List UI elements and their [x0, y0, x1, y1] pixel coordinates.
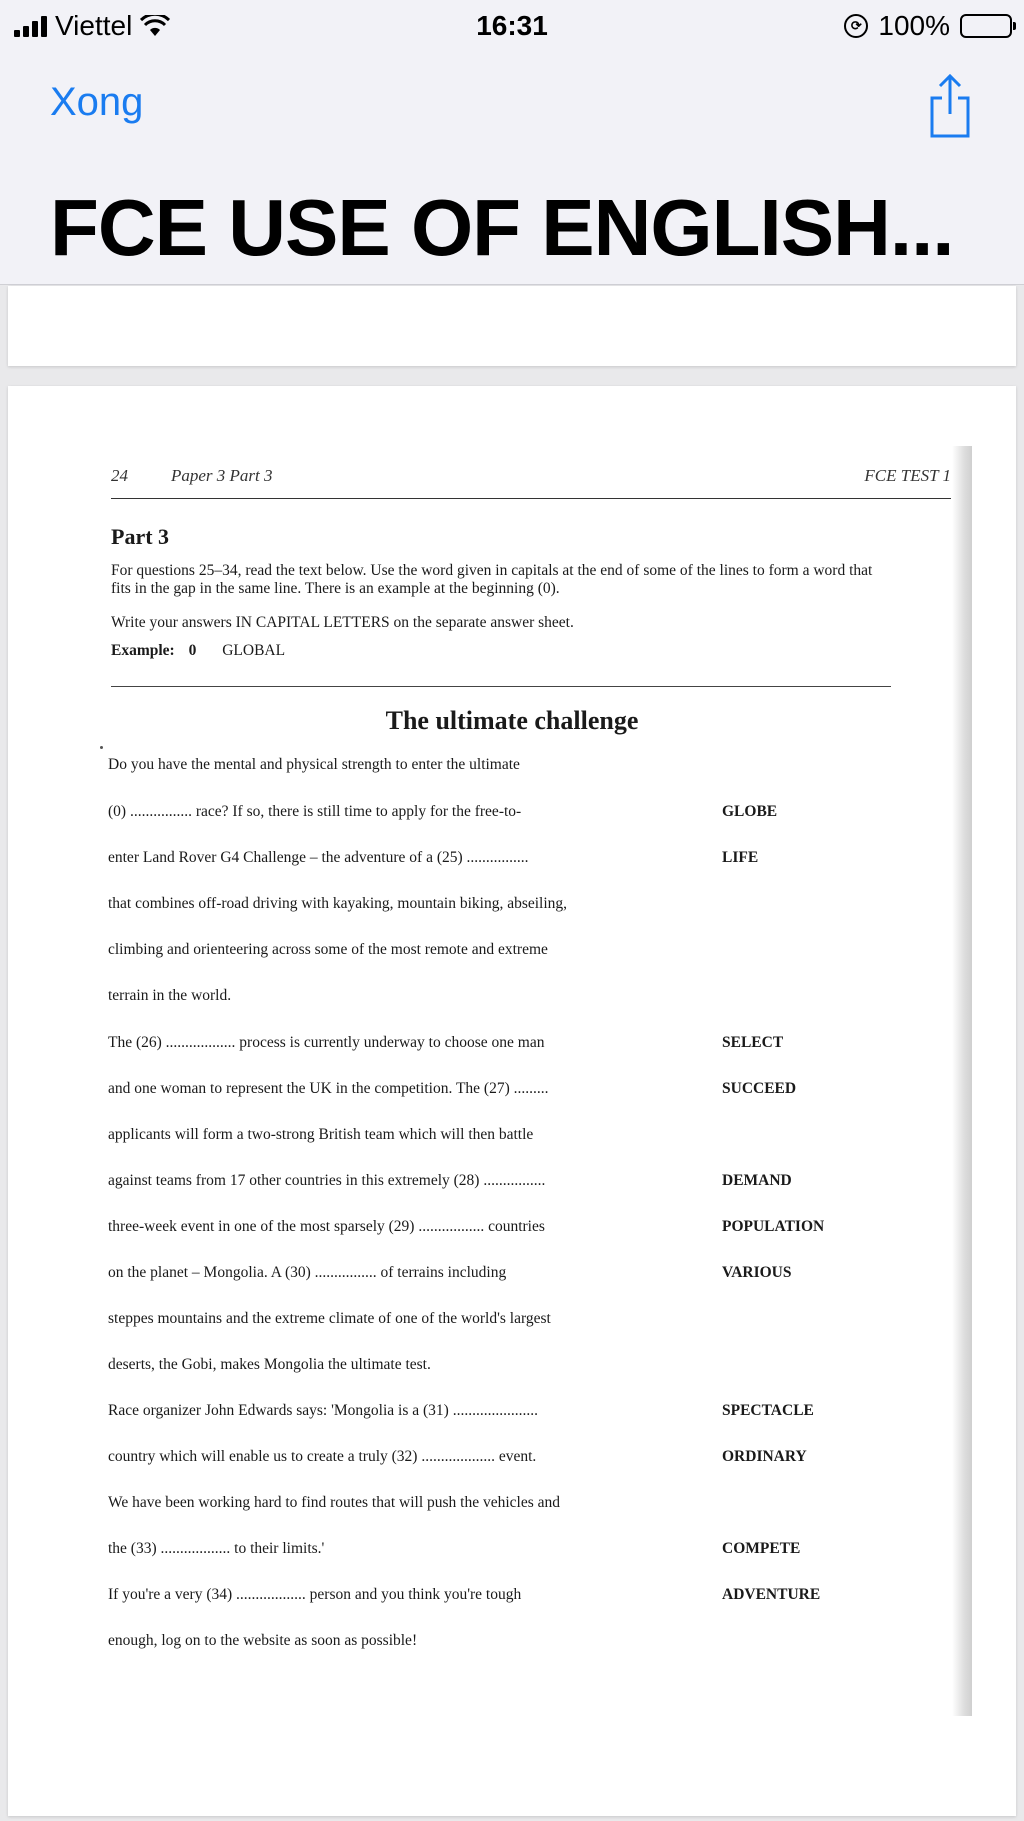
- example-number: 0: [188, 642, 197, 659]
- keyword: GLOBE: [722, 803, 778, 820]
- keyword: VARIOUS: [722, 1264, 792, 1281]
- text-line: the (33) .................. to their limits.': [108, 1540, 325, 1557]
- example-label: Example:: [111, 642, 175, 659]
- text-line: against teams from 17 other countries in this extremely (28) ................: [108, 1172, 546, 1189]
- text-line: country which will enable us to create a truly (32) ................... event.: [108, 1448, 537, 1465]
- keyword: LIFE: [722, 849, 759, 866]
- text-line: The (26) .................. process is currently underway to choose one man: [108, 1034, 545, 1051]
- scanned-page: [8, 386, 1016, 1816]
- document-title: FCE USE OF ENGLISH...: [50, 183, 954, 272]
- text-line: three-week event in one of the most sparsely (29) ................. countries: [108, 1218, 545, 1235]
- text-line: Do you have the mental and physical strength to enter the ultimate: [108, 756, 520, 773]
- text-line: that combines off-road driving with kayaking, mountain biking, abseiling,: [108, 895, 568, 912]
- keyword: DEMAND: [722, 1172, 792, 1189]
- status-bar: [0, 0, 1024, 52]
- section-divider: [111, 686, 891, 687]
- margin-mark: [100, 746, 103, 749]
- orientation-lock-icon: ⟳: [844, 14, 868, 38]
- text-line: (0) ................ race? If so, there is still time to apply for the free-to-: [108, 803, 522, 820]
- carrier-name: Viettel: [55, 10, 133, 41]
- keyword: SUCCEED: [722, 1080, 797, 1097]
- text-line: enter Land Rover G4 Challenge – the adventure of a (25) ................: [108, 849, 529, 866]
- share-icon[interactable]: [926, 70, 974, 140]
- page-header: [111, 466, 951, 492]
- battery-percent: 100%: [878, 10, 950, 41]
- text-line: If you're a very (34) .................. person and you think you're tough: [108, 1586, 522, 1603]
- battery-group: [844, 10, 1012, 42]
- keyword: POPULATION: [722, 1218, 825, 1235]
- answer-note: Write your answers IN CAPITAL LETTERS on the separate answer sheet.: [111, 614, 574, 631]
- text-title: The ultimate challenge: [385, 706, 639, 735]
- test-label: FCE TEST 1: [864, 466, 951, 485]
- text-line: enough, log on to the website as soon as possible!: [108, 1632, 418, 1649]
- keyword: SELECT: [722, 1034, 784, 1051]
- document-page[interactable]: [8, 386, 1016, 1816]
- text-line: terrain in the world.: [108, 987, 232, 1004]
- text-line: climbing and orienteering across some of the most remote and extreme: [108, 941, 548, 958]
- book-spine-shadow: [952, 446, 972, 1716]
- text-line: We have been working hard to find routes that will push the vehicles and: [108, 1494, 561, 1511]
- text-line: applicants will form a two-strong British team which will then battle: [108, 1126, 534, 1143]
- part-heading: Part 3: [111, 524, 170, 549]
- previous-page[interactable]: [8, 286, 1016, 366]
- keyword: ORDINARY: [722, 1448, 807, 1465]
- navigation-bar: [0, 52, 1024, 285]
- battery-icon: [960, 14, 1012, 38]
- header-divider: [111, 498, 951, 499]
- keyword: ADVENTURE: [722, 1586, 821, 1603]
- paper-part-label: Paper 3 Part 3: [171, 466, 273, 485]
- page-number: 24: [111, 466, 128, 485]
- keyword: COMPETE: [722, 1540, 801, 1557]
- instructions: For questions 25–34, read the text below. Use the word given in capitals at the end of some of the lines to form a word that fits in the gap in the same line. There is an example at the beginning (0).: [111, 562, 873, 597]
- text-line: on the planet – Mongolia. A (30) ................ of terrains including: [108, 1264, 507, 1281]
- text-line: steppes mountains and the extreme climate of one of the world's largest: [108, 1310, 551, 1327]
- text-line: Race organizer John Edwards says: 'Mongolia is a (31) ......................: [108, 1402, 538, 1419]
- text-line: and one woman to represent the UK in the competition. The (27) .........: [108, 1080, 549, 1097]
- done-button[interactable]: Xong: [50, 80, 144, 124]
- keyword: SPECTACLE: [722, 1402, 814, 1419]
- clock: 16:31: [476, 10, 548, 41]
- example: [111, 642, 285, 660]
- text-line: deserts, the Gobi, makes Mongolia the ultimate test.: [108, 1356, 431, 1373]
- example-answer: GLOBAL: [222, 642, 286, 659]
